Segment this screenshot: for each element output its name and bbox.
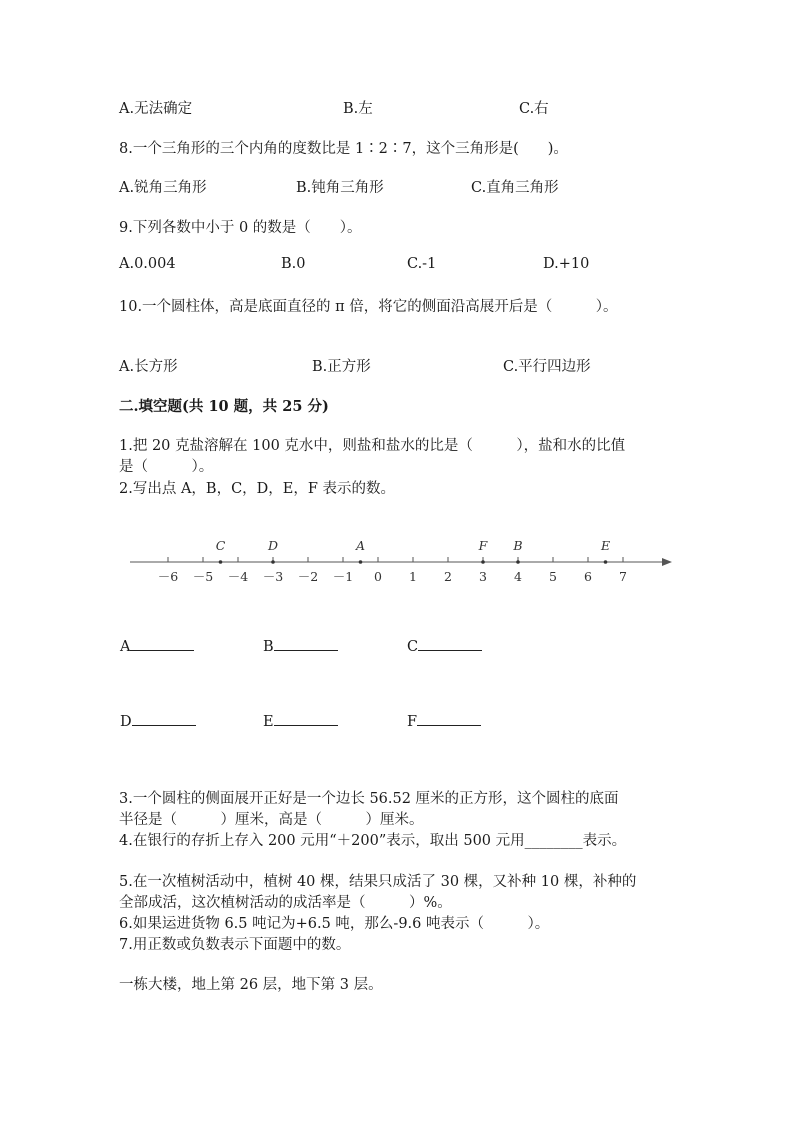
answer-blank-b[interactable] xyxy=(263,636,338,655)
q7-option-b: B.左 xyxy=(343,101,373,117)
tick-label: －3 xyxy=(262,569,284,584)
q10-option-c: C.平行四边形 xyxy=(503,359,591,375)
answer-blank-a[interactable] xyxy=(120,636,194,655)
tick-label: 0 xyxy=(374,569,382,584)
tick-label: 2 xyxy=(444,569,452,584)
tick-label: 7 xyxy=(619,569,627,584)
answer-label-a: A xyxy=(120,639,131,655)
q9-stem: 9.下列各数中小于 0 的数是（ ）。 xyxy=(119,220,362,236)
point-f-dot xyxy=(481,560,485,564)
q9-option-b: B.0 xyxy=(281,256,306,272)
tick-label: －6 xyxy=(157,569,179,584)
fill-q5-line2: 全部成活，这次植树活动的成活率是（ ）%。 xyxy=(119,895,452,911)
point-d-dot xyxy=(271,560,275,564)
number-line-diagram xyxy=(124,530,684,590)
point-a-dot xyxy=(359,560,363,564)
answer-blank-d[interactable] xyxy=(120,711,196,730)
q10-option-b: B.正方形 xyxy=(312,359,371,375)
answer-label-b: B xyxy=(263,639,274,655)
tick-label: 6 xyxy=(584,569,592,584)
q10-stem: 10.一个圆柱体，高是底面直径的 π 倍，将它的侧面沿高展开后是（ ）。 xyxy=(119,299,618,315)
q8-stem: 8.一个三角形的三个内角的度数比是 1∶2∶7，这个三角形是( )。 xyxy=(119,141,568,157)
q10-option-a: A.长方形 xyxy=(119,359,178,375)
fill-q7-sub: 一栋大楼，地上第 26 层，地下第 3 层。 xyxy=(119,977,383,993)
answer-blank-f[interactable] xyxy=(407,711,481,730)
q9-option-d: D.+10 xyxy=(543,256,590,272)
fill-q1-line1: 1.把 20 克盐溶解在 100 克水中，则盐和盐水的比是（ ），盐和水的比值 xyxy=(119,438,626,454)
tick-label: －1 xyxy=(332,569,354,584)
fill-q7: 7.用正数或负数表示下面题中的数。 xyxy=(119,937,351,953)
fill-q1-line2: 是（ ）。 xyxy=(119,459,214,475)
tick-label: 1 xyxy=(409,569,417,584)
answer-label-f: F xyxy=(407,714,418,730)
tick-label: －4 xyxy=(227,569,249,584)
section-heading: 二.填空题(共 10 题，共 25 分) xyxy=(119,398,329,415)
tick-label: －2 xyxy=(297,569,319,584)
point-d-label: D xyxy=(267,538,279,553)
q8-option-c: C.直角三角形 xyxy=(471,180,559,196)
fill-q3-line2: 半径是（ ）厘米，高是（ ）厘米。 xyxy=(119,812,424,828)
q9-option-c: C.-1 xyxy=(407,256,437,272)
point-e-dot xyxy=(604,560,608,564)
point-f-label: F xyxy=(478,538,488,553)
fill-q3-line1: 3.一个圆柱的侧面展开正好是一个边长 56.52 厘米的正方形，这个圆柱的底面 xyxy=(119,791,619,807)
answer-label-c: C xyxy=(407,639,419,655)
number-line-arrow xyxy=(662,558,672,566)
point-a-label: A xyxy=(355,538,366,553)
tick-label: 3 xyxy=(479,569,487,584)
q7-option-c: C.右 xyxy=(519,101,549,117)
fill-q4: 4.在银行的存折上存入 200 元用“＋200”表示，取出 500 元用________表示。 xyxy=(119,833,627,849)
q9-option-a: A.0.004 xyxy=(119,256,176,272)
fill-q5-line1: 5.在一次植树活动中，植树 40 棵，结果只成活了 30 棵，又补种 10 棵，补种的 xyxy=(119,874,637,890)
tick-label: －5 xyxy=(192,569,214,584)
point-b-dot xyxy=(516,560,520,564)
answer-label-d: D xyxy=(120,714,132,730)
answer-blank-c[interactable] xyxy=(407,636,482,655)
answer-blank-e[interactable] xyxy=(263,711,338,730)
point-e-label: E xyxy=(600,538,611,553)
tick-label: 4 xyxy=(514,569,522,584)
q7-option-a: A.无法确定 xyxy=(119,101,193,117)
q8-option-a: A.锐角三角形 xyxy=(119,180,207,196)
point-c-label: C xyxy=(215,538,226,553)
fill-q2-stem: 2.写出点 A，B，C，D，E，F 表示的数。 xyxy=(119,481,396,497)
answer-label-e: E xyxy=(263,714,274,730)
point-b-label: B xyxy=(513,538,523,553)
q8-option-b: B.钝角三角形 xyxy=(296,180,384,196)
point-c-dot xyxy=(219,560,223,564)
tick-label: 5 xyxy=(549,569,557,584)
fill-q6: 6.如果运进货物 6.5 吨记为+6.5 吨，那么-9.6 吨表示（ ）。 xyxy=(119,916,550,932)
